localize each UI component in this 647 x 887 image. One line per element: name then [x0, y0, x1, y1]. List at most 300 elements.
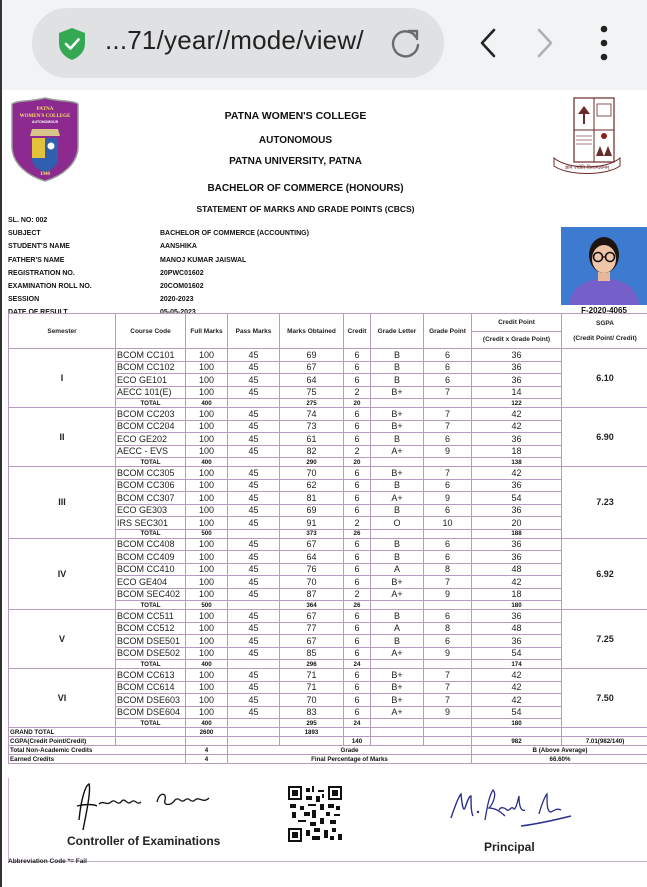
- grade-point: 7: [424, 694, 472, 707]
- total-credit-point: 180: [472, 601, 562, 610]
- header-grade-point: Grade Point: [424, 314, 472, 349]
- credit: 6: [344, 551, 371, 564]
- chevron-left-icon[interactable]: [476, 26, 500, 60]
- grade-point: 7: [424, 681, 472, 694]
- full-marks: 100: [186, 374, 228, 387]
- full-marks: 100: [186, 420, 228, 433]
- principal-title: Principal: [484, 840, 535, 854]
- credit-point: 36: [472, 504, 562, 517]
- sgpa-value: 7.25: [562, 610, 647, 669]
- pass-marks: 45: [228, 706, 280, 719]
- marks-obtained: 67: [280, 610, 344, 623]
- full-marks: 100: [186, 576, 228, 589]
- header-credit-point: Credit Point: [472, 314, 562, 332]
- empty-cell: [371, 601, 424, 610]
- sgpa-value: 6.90: [562, 408, 647, 467]
- svg-text:ज्ञान ज्योति विश्वमज्ञानम्: ज्ञान ज्योति विश्वमज्ञानम्: [565, 165, 609, 171]
- full-marks: 100: [186, 635, 228, 648]
- info-row-roll-no: EXAMINATION ROLL NO. 20COM01602: [8, 282, 204, 290]
- credit: 6: [344, 647, 371, 660]
- earned-credits-label: Earned Credits: [9, 755, 186, 764]
- more-vertical-icon[interactable]: [598, 24, 610, 62]
- grade-point: 6: [424, 374, 472, 387]
- marks-obtained: 73: [280, 420, 344, 433]
- marks-obtained: 87: [280, 588, 344, 601]
- cgpa-row: [9, 737, 647, 746]
- grade-point: 8: [424, 563, 472, 576]
- grade-point: 6: [424, 349, 472, 362]
- header-credit-point-sub: (Credit x Grade Point): [472, 331, 562, 349]
- university-name: PATNA UNIVERSITY, PATNA: [229, 156, 362, 167]
- empty-cell: [228, 719, 280, 728]
- marks-obtained: 71: [280, 669, 344, 682]
- credit: 6: [344, 610, 371, 623]
- credit-point: 36: [472, 433, 562, 446]
- table-row: [9, 669, 647, 682]
- browser-toolbar: [0, 0, 647, 90]
- marks-obtained: 74: [280, 408, 344, 421]
- full-marks: 100: [186, 386, 228, 399]
- empty-cell: [424, 458, 472, 467]
- abbreviation-note: Abbreviation Code *= Fail: [8, 858, 87, 865]
- marks-obtained: 71: [280, 681, 344, 694]
- header-pass-marks: Pass Marks: [228, 314, 280, 349]
- grade-point: 7: [424, 420, 472, 433]
- empty-cell: [228, 399, 280, 408]
- course-code: ECO GE404: [116, 576, 186, 589]
- empty-cell: [371, 737, 424, 746]
- course-code: BCOM SEC402: [116, 588, 186, 601]
- grade-letter: A: [371, 563, 424, 576]
- credit-point: 36: [472, 479, 562, 492]
- table-row: [9, 467, 647, 480]
- chevron-right-icon[interactable]: [533, 26, 557, 60]
- info-row-subject: SUBJECT BACHELOR OF COMMERCE (ACCOUNTING): [8, 230, 309, 238]
- pass-marks: 45: [228, 467, 280, 480]
- cgpa-credit-point: 982: [472, 737, 562, 746]
- sgpa-value: 7.50: [562, 669, 647, 728]
- grade-point: 7: [424, 576, 472, 589]
- grade-point: 7: [424, 408, 472, 421]
- pass-marks: 45: [228, 647, 280, 660]
- grand-total-obtained: 1893: [280, 728, 344, 737]
- credit-point: 42: [472, 669, 562, 682]
- credit: 6: [344, 349, 371, 362]
- empty-cell: [228, 728, 280, 737]
- credit-point: 18: [472, 588, 562, 601]
- full-marks: 100: [186, 694, 228, 707]
- total-label: TOTAL: [116, 399, 186, 408]
- grade-point: 6: [424, 479, 472, 492]
- credit-point: 42: [472, 408, 562, 421]
- course-code: BCOM CC409: [116, 551, 186, 564]
- sgpa-value: 6.92: [562, 538, 647, 610]
- grade-letter: B: [371, 610, 424, 623]
- grade-label: Grade: [228, 746, 472, 755]
- college-status: AUTONOMOUS: [258, 135, 333, 146]
- marks-obtained: 81: [280, 492, 344, 505]
- credit-point: 14: [472, 386, 562, 399]
- header-semester: Semester: [9, 314, 116, 349]
- credit-point: 36: [472, 374, 562, 387]
- total-label: TOTAL: [116, 601, 186, 610]
- student-photo: [561, 227, 647, 305]
- grade-letter: B: [371, 361, 424, 374]
- grand-total-full: 2600: [186, 728, 228, 737]
- credit-point: 42: [472, 681, 562, 694]
- credit-point: 54: [472, 706, 562, 719]
- credit: 6: [344, 492, 371, 505]
- pass-marks: 45: [228, 504, 280, 517]
- course-code: BCOM CC204: [116, 420, 186, 433]
- course-code: BCOM DSE604: [116, 706, 186, 719]
- header-credit: Credit: [344, 314, 371, 349]
- credit-point: 54: [472, 492, 562, 505]
- credit-point: 36: [472, 349, 562, 362]
- grade-letter: B+: [371, 576, 424, 589]
- non-academic-row: [9, 746, 647, 755]
- earned-credits-row: [9, 755, 647, 764]
- empty-cell: [371, 399, 424, 408]
- qr-code[interactable]: [288, 786, 342, 842]
- credit-point: 36: [472, 635, 562, 648]
- total-label: TOTAL: [116, 458, 186, 467]
- course-code: ECO GE202: [116, 433, 186, 446]
- semester-label: III: [9, 467, 116, 539]
- grade-letter: B: [371, 479, 424, 492]
- svg-text:PATNA: PATNA: [36, 106, 54, 112]
- credit-point: 36: [472, 538, 562, 551]
- empty-cell: [371, 458, 424, 467]
- marks-obtained: 83: [280, 706, 344, 719]
- pass-marks: 45: [228, 622, 280, 635]
- table-row: [9, 408, 647, 421]
- pass-marks: 45: [228, 420, 280, 433]
- course-code: BCOM CC305: [116, 467, 186, 480]
- total-label: TOTAL: [116, 529, 186, 538]
- full-marks: 100: [186, 349, 228, 362]
- total-full-marks: 400: [186, 458, 228, 467]
- marks-obtained: 77: [280, 622, 344, 635]
- total-credit-point: 138: [472, 458, 562, 467]
- pass-marks: 45: [228, 635, 280, 648]
- grade-letter: B+: [371, 420, 424, 433]
- total-marks-obtained: 295: [280, 719, 344, 728]
- total-credit: 26: [344, 529, 371, 538]
- credit-point: 18: [472, 445, 562, 458]
- grade-letter: A+: [371, 706, 424, 719]
- grade-point: 6: [424, 504, 472, 517]
- course-code: BCOM CC614: [116, 681, 186, 694]
- credit-point: 42: [472, 420, 562, 433]
- empty-cell: [371, 660, 424, 669]
- grade-letter: B+: [371, 694, 424, 707]
- marks-obtained: 91: [280, 517, 344, 530]
- total-full-marks: 400: [186, 660, 228, 669]
- grade-point: 9: [424, 445, 472, 458]
- credit: 6: [344, 622, 371, 635]
- full-marks: 100: [186, 563, 228, 576]
- course-code: BCOM CC102: [116, 361, 186, 374]
- course-code: BCOM DSE501: [116, 635, 186, 648]
- empty-cell: [562, 728, 647, 737]
- course-code: BCOM CC307: [116, 492, 186, 505]
- full-marks: 100: [186, 681, 228, 694]
- empty-cell: [424, 601, 472, 610]
- non-academic-value: 4: [186, 746, 228, 755]
- credit: 6: [344, 694, 371, 707]
- info-row-father-name: FATHER'S NAME MANOJ KUMAR JAISWAL: [8, 256, 247, 264]
- total-credit: 24: [344, 660, 371, 669]
- pass-marks: 45: [228, 681, 280, 694]
- grade-letter: B+: [371, 467, 424, 480]
- total-marks-obtained: 275: [280, 399, 344, 408]
- marks-obtained: 76: [280, 563, 344, 576]
- full-marks: 100: [186, 647, 228, 660]
- percentage-value: 66.60%: [472, 755, 647, 764]
- pass-marks: 45: [228, 551, 280, 564]
- empty-cell: [472, 728, 562, 737]
- grade-letter: B+: [371, 408, 424, 421]
- grand-total-row: [9, 728, 647, 737]
- course-code: BCOM CC101: [116, 349, 186, 362]
- empty-cell: [116, 728, 186, 737]
- credit-point: 42: [472, 694, 562, 707]
- non-academic-label: Total Non-Academic Credits: [9, 746, 186, 755]
- info-row-registration: REGISTRATION NO. 20PWC01602: [8, 269, 204, 277]
- credit: 2: [344, 517, 371, 530]
- credit: 2: [344, 588, 371, 601]
- pass-marks: 45: [228, 374, 280, 387]
- grade-point: 9: [424, 588, 472, 601]
- marks-obtained: 69: [280, 504, 344, 517]
- empty-cell: [424, 399, 472, 408]
- pass-marks: 45: [228, 538, 280, 551]
- grade-letter: B: [371, 374, 424, 387]
- credit-point: 48: [472, 622, 562, 635]
- grade-letter: A+: [371, 492, 424, 505]
- controller-title: Controller of Examinations: [67, 834, 221, 848]
- full-marks: 100: [186, 610, 228, 623]
- marks-table: [8, 313, 647, 764]
- empty-cell: [228, 737, 280, 746]
- grade-point: 6: [424, 610, 472, 623]
- semester-label: V: [9, 610, 116, 669]
- info-row-session: SESSION 2020-2023: [8, 296, 194, 304]
- pass-marks: 45: [228, 492, 280, 505]
- credit: 2: [344, 445, 371, 458]
- empty-cell: [116, 737, 186, 746]
- college-name: PATNA WOMEN'S COLLEGE: [224, 110, 367, 122]
- total-credit-point: 180: [472, 719, 562, 728]
- grade-point: 6: [424, 551, 472, 564]
- svg-text:1940: 1940: [40, 172, 50, 177]
- credit: 6: [344, 563, 371, 576]
- student-info: [8, 214, 548, 320]
- grade-point: 7: [424, 467, 472, 480]
- course-code: BCOM CC511: [116, 610, 186, 623]
- total-marks-obtained: 373: [280, 529, 344, 538]
- total-credit: 20: [344, 399, 371, 408]
- full-marks: 100: [186, 361, 228, 374]
- photo-id: F-2020-4065: [581, 306, 627, 315]
- cgpa-credit: 140: [344, 737, 371, 746]
- empty-cell: [228, 458, 280, 467]
- grade-point: 9: [424, 706, 472, 719]
- header-full-marks: Full Marks: [186, 314, 228, 349]
- credit: 6: [344, 467, 371, 480]
- grade-value: B (Above Average): [472, 746, 647, 755]
- cgpa-value: 7.01(982/140): [562, 737, 647, 746]
- empty-cell: [228, 601, 280, 610]
- total-marks-obtained: 296: [280, 660, 344, 669]
- full-marks: 100: [186, 517, 228, 530]
- marks-obtained: 67: [280, 635, 344, 648]
- grade-point: 6: [424, 635, 472, 648]
- grade-letter: A+: [371, 588, 424, 601]
- table-row: [9, 349, 647, 362]
- grade-point: 8: [424, 622, 472, 635]
- url-text[interactable]: ...71/year//mode/view/: [105, 25, 364, 55]
- marks-obtained: 64: [280, 374, 344, 387]
- course-code: BCOM CC512: [116, 622, 186, 635]
- total-marks-obtained: 290: [280, 458, 344, 467]
- grade-point: 7: [424, 669, 472, 682]
- total-full-marks: 500: [186, 529, 228, 538]
- pass-marks: 45: [228, 588, 280, 601]
- course-code: BCOM CC306: [116, 479, 186, 492]
- grade-point: 6: [424, 433, 472, 446]
- header-sgpa-subtitle: (Credit Point/ Credit): [573, 335, 637, 342]
- course-code: BCOM CC408: [116, 538, 186, 551]
- total-credit-point: 122: [472, 399, 562, 408]
- pass-marks: 45: [228, 610, 280, 623]
- empty-cell: [371, 728, 424, 737]
- shield-check-icon[interactable]: [57, 27, 87, 61]
- grade-point: 9: [424, 492, 472, 505]
- marks-body: [9, 349, 647, 728]
- marks-obtained: 75: [280, 386, 344, 399]
- grade-letter: B+: [371, 681, 424, 694]
- credit: 6: [344, 504, 371, 517]
- credit: 6: [344, 635, 371, 648]
- total-label: TOTAL: [116, 660, 186, 669]
- total-credit: 20: [344, 458, 371, 467]
- credit-point: 48: [472, 563, 562, 576]
- grade-point: 7: [424, 386, 472, 399]
- course-code: IRS SEC301: [116, 517, 186, 530]
- credit-point: 20: [472, 517, 562, 530]
- university-emblem-logo: [550, 96, 624, 176]
- course-code: BCOM CC410: [116, 563, 186, 576]
- empty-cell: [424, 737, 472, 746]
- credit: 6: [344, 681, 371, 694]
- grade-letter: B: [371, 349, 424, 362]
- credit: 6: [344, 706, 371, 719]
- grade-letter: B: [371, 433, 424, 446]
- table-row: [9, 538, 647, 551]
- credit: 6: [344, 576, 371, 589]
- total-full-marks: 400: [186, 399, 228, 408]
- credit-point: 36: [472, 610, 562, 623]
- empty-cell: [186, 737, 228, 746]
- pass-marks: 45: [228, 576, 280, 589]
- course-code: ECO GE303: [116, 504, 186, 517]
- credit: 6: [344, 420, 371, 433]
- pass-marks: 45: [228, 386, 280, 399]
- header-marks-obtained: Marks Obtained: [280, 314, 344, 349]
- course-code: AECC - EVS: [116, 445, 186, 458]
- marks-obtained: 82: [280, 445, 344, 458]
- full-marks: 100: [186, 479, 228, 492]
- marks-obtained: 61: [280, 433, 344, 446]
- full-marks: 100: [186, 622, 228, 635]
- grade-letter: B: [371, 635, 424, 648]
- empty-cell: [424, 728, 472, 737]
- marks-obtained: 85: [280, 647, 344, 660]
- credit-point: 36: [472, 361, 562, 374]
- full-marks: 100: [186, 445, 228, 458]
- marks-obtained: 62: [280, 479, 344, 492]
- credit-point: 36: [472, 551, 562, 564]
- empty-cell: [371, 719, 424, 728]
- percentage-label: Final Percentage of Marks: [228, 755, 472, 764]
- marks-obtained: 64: [280, 551, 344, 564]
- full-marks: 100: [186, 467, 228, 480]
- credit: 6: [344, 361, 371, 374]
- empty-cell: [424, 719, 472, 728]
- header-grade-letter: Grade Letter: [371, 314, 424, 349]
- grade-point: 6: [424, 361, 472, 374]
- sgpa-value: 6.10: [562, 349, 647, 408]
- grade-letter: A: [371, 622, 424, 635]
- empty-cell: [424, 529, 472, 538]
- credit-point: 42: [472, 467, 562, 480]
- marks-footer: [9, 728, 647, 764]
- grade-letter: B+: [371, 386, 424, 399]
- grade-letter: A+: [371, 445, 424, 458]
- statement-title: STATEMENT OF MARKS AND GRADE POINTS (CBCS): [196, 204, 415, 214]
- pass-marks: 45: [228, 361, 280, 374]
- credit: 6: [344, 374, 371, 387]
- grade-point: 10: [424, 517, 472, 530]
- full-marks: 100: [186, 504, 228, 517]
- credit: 6: [344, 479, 371, 492]
- full-marks: 100: [186, 408, 228, 421]
- info-row-student-name: STUDENT'S NAME AANSHIKA: [8, 243, 197, 251]
- empty-cell: [344, 728, 371, 737]
- course-code: BCOM DSE502: [116, 647, 186, 660]
- grade-letter: B+: [371, 669, 424, 682]
- total-full-marks: 400: [186, 719, 228, 728]
- svg-text:AUTONOMOUS: AUTONOMOUS: [31, 120, 59, 124]
- marksheet-document: [0, 90, 647, 887]
- reload-icon[interactable]: [389, 27, 423, 61]
- pass-marks: 45: [228, 669, 280, 682]
- address-bar[interactable]: [32, 8, 444, 78]
- full-marks: 100: [186, 492, 228, 505]
- pass-marks: 45: [228, 479, 280, 492]
- grade-letter: B: [371, 504, 424, 517]
- pass-marks: 45: [228, 694, 280, 707]
- info-row-result-date: DATE OF RESULT 05-05-2023: [8, 309, 196, 317]
- marks-obtained: 69: [280, 349, 344, 362]
- total-marks-obtained: 364: [280, 601, 344, 610]
- svg-text:WOMEN'S COLLEGE: WOMEN'S COLLEGE: [19, 114, 71, 119]
- total-label: TOTAL: [116, 719, 186, 728]
- controller-signature: [71, 780, 221, 832]
- marks-obtained: 67: [280, 361, 344, 374]
